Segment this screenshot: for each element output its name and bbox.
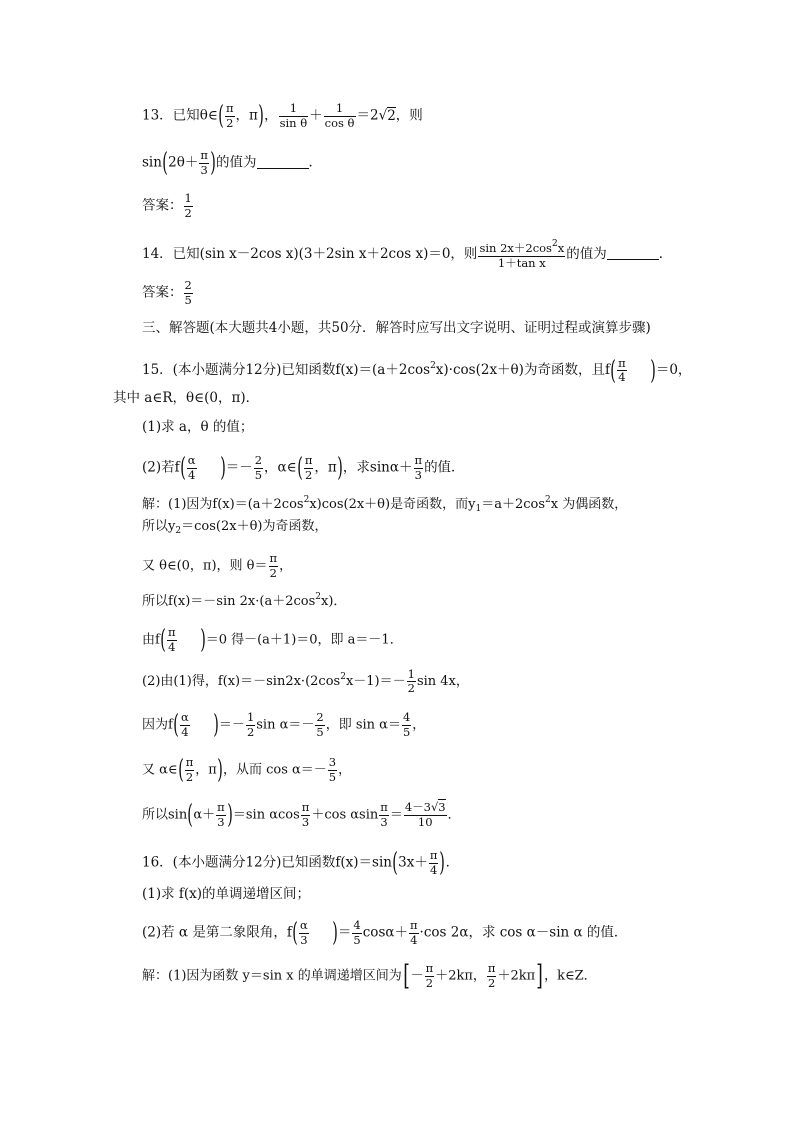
frac-num: π: [380, 800, 388, 814]
frac-1-cos: [324, 103, 356, 129]
frac-pi-4: [429, 850, 439, 876]
frac-num: 2: [316, 710, 324, 724]
frac-pi-2: [304, 455, 314, 481]
frac-num: π: [414, 453, 423, 467]
text: ，从而 cos α＝－: [222, 762, 327, 778]
text: ＋2kπ，: [435, 968, 486, 984]
value-of: 的值．: [424, 459, 465, 476]
equals: ＝: [337, 924, 352, 941]
f: f: [168, 717, 173, 733]
comma: ，: [412, 717, 426, 733]
bracket-left: [: [402, 959, 410, 992]
text: x)cos(2x＋θ)是奇函数，而: [309, 497, 469, 512]
num-text: sin 2x＋2cos: [479, 241, 552, 255]
frac-den: 3: [380, 814, 388, 829]
frac-num: π: [301, 800, 310, 814]
paren-left: (: [187, 800, 194, 830]
frac-den: 2: [226, 115, 234, 130]
answer-blank: [257, 155, 309, 169]
text: 又 θ∈(0，π)，则 θ＝: [142, 558, 268, 574]
text: x)．: [320, 594, 347, 609]
frac-pi-4: [409, 920, 419, 946]
frac-4-5: [352, 920, 361, 946]
num-tail: x: [557, 241, 565, 255]
frac-den: 3: [200, 162, 208, 177]
frac-den: 1＋tan x: [497, 255, 546, 270]
frac-num: 4: [353, 918, 361, 932]
superscript: 2: [303, 495, 310, 505]
solution-label: 解：(1)因为: [142, 497, 213, 512]
frac-pi-3: [199, 150, 209, 176]
frac-num: π: [409, 918, 418, 932]
alpha-in: ，α∈: [264, 459, 297, 476]
period: ．: [445, 854, 460, 871]
solution-label: 解：(1)因为函数 y＝sin x 的单调递增区间为: [142, 968, 402, 984]
frac-num: 4: [402, 710, 411, 724]
text: 又 α∈: [142, 762, 178, 778]
q16-intro: 16．(本小题满分12分)已知函数: [142, 854, 336, 871]
frac-num: α: [299, 918, 308, 932]
frac-den: 2: [185, 769, 194, 784]
paren-right: ): [337, 453, 343, 483]
frac-den: 2: [184, 205, 192, 220]
answer-label: 答案：: [142, 284, 183, 301]
frac-pi-3: [301, 802, 311, 828]
eq-zero: ＝0，: [655, 362, 692, 378]
q13-pi: ，π: [235, 107, 258, 124]
frac-den: 3: [414, 467, 422, 482]
subscript: 2: [175, 526, 182, 536]
text: ＋cos αsin: [311, 807, 379, 823]
frac-num: π: [185, 755, 194, 769]
frac-num: 1: [184, 191, 192, 205]
q15-part-2: [142, 455, 465, 481]
paren-left: (: [392, 848, 398, 878]
sin-text: sin: [142, 154, 162, 171]
text: 由: [142, 632, 156, 648]
func: f(x)＝－sin 2x·(a＋2cos: [168, 594, 316, 609]
frac-num: [404, 802, 447, 816]
frac-den: 5: [254, 467, 263, 482]
frac-num: 2: [254, 453, 263, 467]
expr: 2θ＋: [168, 154, 199, 171]
sqrt-symbol: √: [430, 800, 439, 814]
part-label: (2)若: [142, 459, 175, 476]
f: f: [604, 362, 610, 378]
q13-line-1: [142, 103, 423, 129]
frac-den: 4: [181, 724, 189, 739]
value-is: 的值为: [216, 154, 257, 171]
frac-pi-4: [617, 355, 627, 384]
frac-pi-3: [216, 802, 226, 828]
frac-pi-4: [167, 627, 177, 653]
frac-4-5: [402, 712, 411, 738]
frac-pi-2: [425, 963, 435, 989]
paren-left: (: [296, 453, 303, 483]
frac-1-2: [407, 666, 416, 695]
frac-num: 1: [407, 666, 415, 681]
paren-right: ): [332, 918, 338, 948]
frac-pi-2: [487, 963, 497, 989]
q13-answer: [142, 193, 194, 219]
frac-pi-2: [225, 103, 235, 129]
q13-then: ，则: [395, 107, 423, 124]
sqrt-symbol: √: [378, 107, 388, 124]
text: 所以: [142, 519, 169, 534]
paren-right: ): [210, 148, 216, 178]
comma: ，: [264, 107, 278, 124]
text: ＝sin αcos: [232, 807, 300, 823]
func: f(x)＝(a＋2cos: [335, 362, 431, 378]
text: ，k∈Z．: [544, 968, 597, 984]
subscript: 1: [475, 504, 482, 514]
func: f(x)＝(a＋2cos: [212, 497, 304, 512]
text: ，即 sin α＝: [325, 717, 401, 733]
num-text: 4－3: [404, 800, 431, 814]
frac-num: π: [618, 355, 626, 370]
section-heading: 三、解答题(本大题共4小题，共50分．解答时应写出文字说明、证明过程或演算步骤): [142, 320, 651, 336]
eq-minus: ＝－: [225, 459, 253, 476]
sin-text: sin: [369, 459, 390, 476]
superscript: 2: [340, 672, 346, 682]
equals-2: ＝2: [356, 107, 379, 124]
frac-den: 3: [300, 932, 308, 947]
y: y: [468, 497, 476, 512]
plus: ＋: [309, 107, 323, 124]
q15-intro: 15．(本小题满分12分)已知函数: [142, 362, 336, 378]
comma: ，: [279, 558, 293, 574]
text: sin 4x，: [416, 674, 469, 689]
paren-right: ): [213, 710, 219, 740]
frac-den: 2: [488, 975, 496, 990]
paren-left: (: [162, 148, 168, 178]
frac-den: 5: [316, 724, 324, 739]
superscript: 2: [430, 361, 436, 371]
q14-answer: [142, 280, 194, 306]
q14-frac: [478, 240, 565, 269]
find: ，求: [342, 459, 370, 476]
q16-line-1: [142, 850, 459, 876]
frac-num: 1: [279, 103, 309, 117]
frac-den: 2: [425, 975, 434, 990]
q13-number: 13．已知: [142, 107, 200, 124]
text: α＋: [193, 807, 216, 823]
paren-left: (: [177, 755, 184, 785]
equals: ＝: [389, 807, 403, 823]
paren-right: ): [649, 355, 656, 386]
text: ＝0 得－(a＋1)＝0，即 a＝－1．: [205, 632, 403, 648]
frac-den: cos θ: [324, 115, 355, 130]
answer-label: 答案：: [142, 197, 183, 214]
frac-den: 3: [301, 814, 310, 829]
q15-part-1: (1)求 a，θ 的值；: [142, 419, 254, 435]
func: f(x)＝－sin2x·(2cos: [217, 674, 341, 689]
text: cosα＋: [362, 924, 408, 941]
frac-num: [478, 240, 565, 257]
sin-text: sin: [168, 807, 188, 823]
text: x－1)＝－: [345, 674, 406, 689]
sol15-line-5: [142, 627, 403, 653]
frac-alpha-4: [187, 455, 197, 481]
answer-blank: [607, 246, 659, 260]
q15-line-2: 其中 a∈R，θ∈(0，π)．: [113, 390, 260, 406]
frac-pi-2: [185, 757, 195, 783]
frac-pi-3: [379, 802, 389, 828]
frac-2-5: [315, 712, 324, 738]
frac-3-5: [328, 757, 337, 783]
q16-part-2: [142, 920, 627, 946]
text: sin α＝－: [256, 717, 315, 733]
paren-right: ): [258, 101, 264, 131]
frac-den: 4: [618, 370, 626, 384]
f: f: [155, 632, 160, 648]
paren-left: (: [292, 918, 298, 948]
frac-1-2: [246, 712, 255, 738]
paren-left: (: [179, 453, 186, 483]
text: (2)若 α 是第二象限角，: [142, 924, 287, 941]
paren-left: (: [173, 710, 179, 740]
frac-num: α: [187, 453, 196, 467]
sol15-line-6: [142, 667, 469, 695]
text: ＝cos(2x＋θ)为奇函数，: [181, 519, 328, 534]
value-is: 的值为: [566, 246, 607, 262]
frac-den: 10: [417, 814, 433, 829]
text: ＝a＋2cos: [481, 497, 545, 512]
text: 所以: [142, 594, 169, 609]
y: y: [168, 519, 176, 534]
frac-den: 4: [188, 467, 196, 482]
frac-den: 4: [168, 639, 176, 654]
sol15-line-4: [142, 587, 346, 612]
paren-left: (: [218, 101, 224, 131]
period: ．: [658, 246, 673, 262]
f: f: [286, 924, 292, 941]
frac-result: [404, 802, 447, 828]
pi: ，π: [314, 459, 337, 476]
comma: ，: [338, 762, 352, 778]
answer-frac: [184, 280, 193, 306]
q13-theta: θ∈: [199, 107, 218, 124]
frac-num: π: [304, 453, 313, 467]
paren-left: (: [160, 625, 166, 655]
superscript: 2: [545, 495, 551, 505]
func: f(x)＝sin: [335, 854, 392, 871]
answer-frac: [184, 193, 193, 219]
frac-num: π: [425, 961, 434, 975]
paren-right: ): [219, 453, 226, 483]
sol15-line-7: [142, 712, 425, 738]
q15-line-1: [142, 356, 691, 384]
frac-den: 3: [217, 814, 225, 829]
frac-num: 3: [328, 755, 337, 769]
frac-alpha-3: [299, 920, 309, 946]
text: 3x＋: [398, 854, 428, 871]
frac-den: 2: [269, 565, 277, 580]
frac-num: 2: [184, 278, 192, 292]
q16-part-1: (1)求 f(x)的单调递增区间；: [142, 886, 311, 902]
q13-line-2: [142, 150, 322, 176]
sol15-line-8: [142, 757, 351, 783]
text: 所以: [142, 807, 169, 823]
period: ．: [308, 154, 323, 171]
f: f: [174, 459, 180, 476]
superscript: 2: [315, 592, 321, 602]
bracket-right: ]: [536, 959, 543, 992]
paren-right: ): [217, 755, 223, 785]
frac-num: π: [167, 625, 176, 639]
frac-num: 1: [246, 710, 255, 724]
q14-line: [142, 240, 672, 269]
text: 因为: [142, 717, 169, 733]
frac-den: 5: [402, 724, 411, 739]
sqrt-radicand: 2: [387, 107, 396, 124]
frac-den: 5: [184, 292, 192, 307]
frac-den: sin θ: [279, 115, 308, 130]
sqrt-radicand: 3: [438, 800, 446, 814]
frac-num: 1: [324, 103, 356, 117]
sol15-line-9: [142, 802, 461, 828]
frac-den: 5: [328, 769, 337, 784]
frac-den: 4: [429, 862, 438, 877]
paren-right: ): [439, 848, 446, 878]
period: ．: [447, 807, 461, 823]
pi: ，π: [195, 762, 217, 778]
sol15-line-3: [142, 553, 292, 579]
minus: －: [410, 968, 424, 984]
paren-right: ): [199, 625, 206, 655]
q14-text: 14．已知(sin x－2cos x)(3＋2sin x＋2cos x)＝0，则: [142, 246, 478, 262]
text: x 为偶函数，: [550, 497, 628, 512]
text: ＋2kπ: [497, 968, 536, 984]
frac-pi-2: [269, 553, 279, 579]
frac-num: π: [487, 961, 496, 975]
frac-num: π: [429, 848, 438, 862]
frac-num: π: [200, 148, 208, 162]
superscript: 2: [551, 239, 558, 249]
frac-1-sin: [279, 103, 309, 129]
frac-pi-3: [414, 455, 424, 481]
frac-num: α: [180, 710, 189, 724]
frac-den: 2: [407, 681, 415, 695]
frac-den: 2: [304, 467, 313, 482]
frac-num: π: [217, 800, 225, 814]
frac-alpha-4: [180, 712, 190, 738]
frac-2-5: [254, 455, 263, 481]
func-tail: x)·cos(2x＋θ)为奇函数，且: [435, 362, 605, 378]
frac-den: 2: [246, 724, 255, 739]
text: ·cos 2α，求 cos α－sin α 的值．: [419, 924, 628, 941]
frac-den: 5: [353, 932, 361, 947]
paren-right: ): [227, 800, 233, 830]
sol15-line-2: [142, 517, 327, 541]
alpha-plus: α＋: [389, 459, 413, 476]
frac-num: π: [269, 551, 278, 565]
sol15-line-1: [142, 490, 627, 519]
text: ＝－: [218, 717, 245, 733]
frac-num: π: [225, 101, 234, 115]
text: (2)由(1)得，: [142, 674, 218, 689]
frac-den: 4: [410, 932, 418, 947]
sol16-line-1: [142, 959, 597, 992]
paren-left: (: [610, 355, 616, 386]
